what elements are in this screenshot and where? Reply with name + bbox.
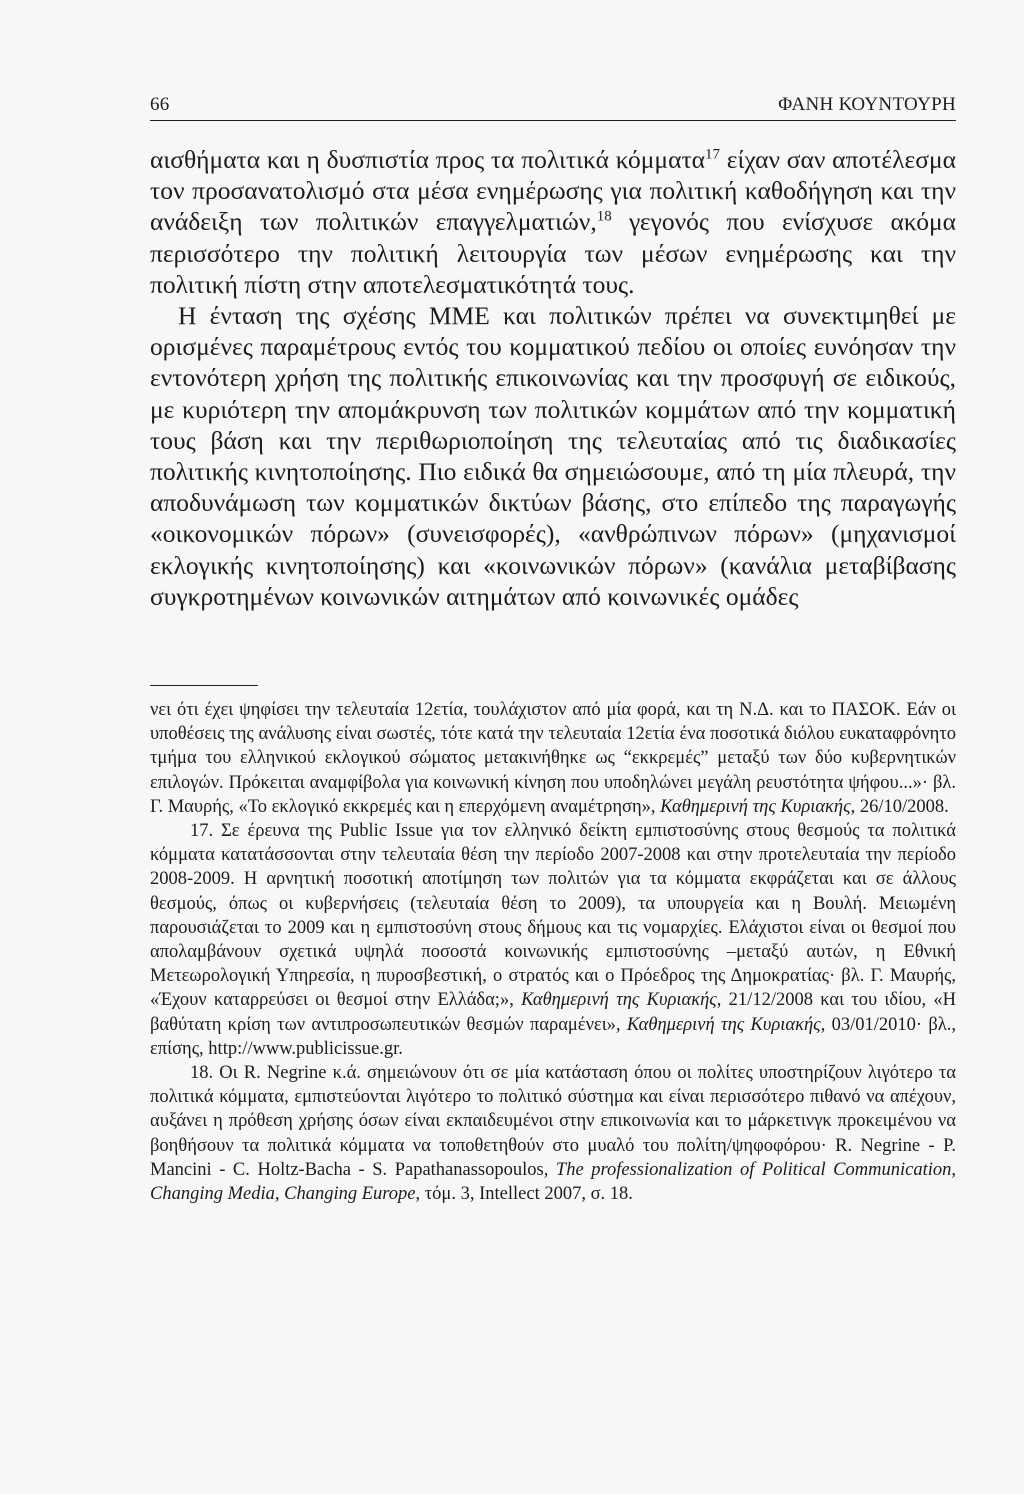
running-title: ΦΑΝΗ ΚΟΥΝΤΟΥΡΗ bbox=[778, 94, 956, 115]
footnote-italic: Καθημερινή της Κυριακής bbox=[660, 796, 851, 817]
footnote-17 bbox=[150, 819, 956, 1061]
footnote-italic: Καθημερινή της Κυριακής bbox=[626, 1014, 821, 1035]
footnote-text: , 03/01/2010· βλ., επίσης, http://www.publicissue.gr. bbox=[150, 1014, 956, 1059]
footnote-italic: The professionalization of Political Communication, Changing Media, Changing Europe bbox=[150, 1159, 956, 1205]
footnote-text: , τόμ. 3, Intellect 2007, σ. 18. bbox=[415, 1184, 633, 1205]
footnote-continuation bbox=[150, 698, 956, 819]
footnote-ref-17: 17 bbox=[705, 146, 721, 163]
running-header bbox=[150, 94, 956, 121]
footnote-18 bbox=[150, 1061, 956, 1206]
footnotes bbox=[150, 698, 956, 1206]
footnote-text: 17. Σε έρευνα της Public Issue για τον ελληνικό δείκτη εμπιστοσύνης στους θεσμούς τα πολιτικά κόμματα κατατάσσονται στην τελευταία θέση την περίοδο 2007-2008 και στην προτελευταία την περίοδο 2008-2009. Η αρνητική ποσοτική αποτίμηση των πολιτών για τα κόμματα εκφράζεται και σε άλλους θεσμούς, όπως οι κυβερνήσεις (τελευταία θέση το 2009), τα υπουργεία και η Βουλή. Μειωμένη παρουσιάζεται το 2009 και η εμπιστοσύνη στους δήμους και τις νομαρχίες. Ελάχιστοι είναι οι θεσμοί που απολαμβάνουν σχετικά υψηλά ποσοστά κοινωνικής εμπιστοσύνης –μεταξύ αυτών, η Εθνική Μετεωρολογική Υπηρεσία, η πυροσβεστική, ο στρατός και ο Πρόεδρος της Δημοκρατίας· βλ. Γ. Μαυρής, «Έχουν καταρρεύσει οι θεσμοί στην Ελλάδα;», bbox=[150, 821, 956, 1011]
body-text: αισθήματα και η δυσπιστία προς τα πολιτικά κόμματα bbox=[150, 145, 706, 174]
footnote-text: 18. Οι R. Negrine κ.ά. σημειώνουν ότι σε μία κατάσταση όπου οι πολίτες υποστηρίζουν λιγότερο τα πολιτικά κόμματα, εμπιστεύονται λιγότερο το πολιτικό σύστημα και είναι περισσότερο πιθανό να απέχουν, αυξάνει η πρόθεση χρήσης όσων είναι εκπαιδευμένοι στην επικοινωνία και το μάρκετινγκ προκειμένου να βοηθήσουν τα πολιτικά κόμματα να τοποθετηθούν στο μυαλό του πολίτη/ψηφοφόρου· R. Negrine - P. Mancini - C. Holtz-Bacha - S. Papathanassopoulos, bbox=[150, 1063, 956, 1180]
body-text: γεγονός που ενίσχυσε ακόμα περισσότερο την πολιτική λειτουργία των μέσων ενημέρωσης και την πολιτική πίστη στην αποτελεσματικότητά τους. bbox=[150, 207, 956, 299]
body-paragraph-2: Η ένταση της σχέσης ΜΜΕ και πολιτικών πρέπει να συνεκτιμηθεί με ορισμένες παραμέτρους εντός του κομματικού πεδίου οι οποίες ευνόησαν την εντονότερη χρήση της πολιτικής επικοινωνίας και την προσφυγή σε ειδικούς, με κυριότερη την απομάκρυνση των πολιτικών κομμάτων από την κομματική τους βάση και την περιθωριοποίηση της τελευταίας από τις διαδικασίες πολιτικής κινητοποίησης. Πιο ειδικά θα σημειώσουμε, από τη μία πλευρά, την αποδυνάμωση των κομματικών δικτύων βάσης, στο επίπεδο της παραγωγής «οικονομικών πόρων» (συνεισφορές), «ανθρώπινων πόρων» (μηχανισμοί εκλογικής κινητοποίησης) και «κοινωνικών πόρων» (κανάλια μεταβίβασης συγκροτημένων κοινωνικών αιτημάτων από κοινωνικές ομάδες bbox=[150, 301, 956, 611]
footnote-text: , 26/10/2008. bbox=[850, 796, 949, 817]
body-text: είχαν σαν αποτέλεσμα τον προσανατολισμό στα μέσα ενημέρωσης για πολιτική καθοδήγηση και την ανάδειξη των πολιτικών επαγγελματιών, bbox=[150, 145, 956, 237]
footnote-ref-18: 18 bbox=[596, 208, 612, 225]
page-number: 66 bbox=[150, 94, 170, 115]
footnote-text: , 21/12/2008 και του ιδίου, «Η βαθύτατη κρίση των αντιπροσωπευτικών θεσμών παραμένει», bbox=[150, 990, 956, 1035]
body-paragraph-1 bbox=[150, 144, 956, 300]
footnote-text: νει ότι έχει ψηφίσει την τελευταία 12ετία, τουλάχιστον από μία φορά, και τη Ν.Δ. και το ΠΑΣΟΚ. Εάν οι υποθέσεις της ανάλυσης είναι σωστές, τότε κατά την τελευταία 12ετία ένα ποσοτικά διόλου ευκαταφρόνητο τμήμα του ελληνικού εκλογικού σώματος μετακινήθηκε ως “εκκρεμές” μεταξύ των δύο κυβερνητικών επιλογών. Πρόκειται αναμφίβολα για κοινωνική κίνηση που υποδηλώνει μεγάλη ρευστότητα ψήφου...»· βλ. Γ. Μαυρής, «Το εκλογικό εκκρεμές και η επερχόμενη αναμέτρηση», bbox=[150, 700, 956, 817]
footnote-separator bbox=[150, 685, 258, 686]
main-text bbox=[150, 144, 956, 612]
footnote-italic: Καθημερινή της Κυριακής bbox=[521, 990, 717, 1011]
